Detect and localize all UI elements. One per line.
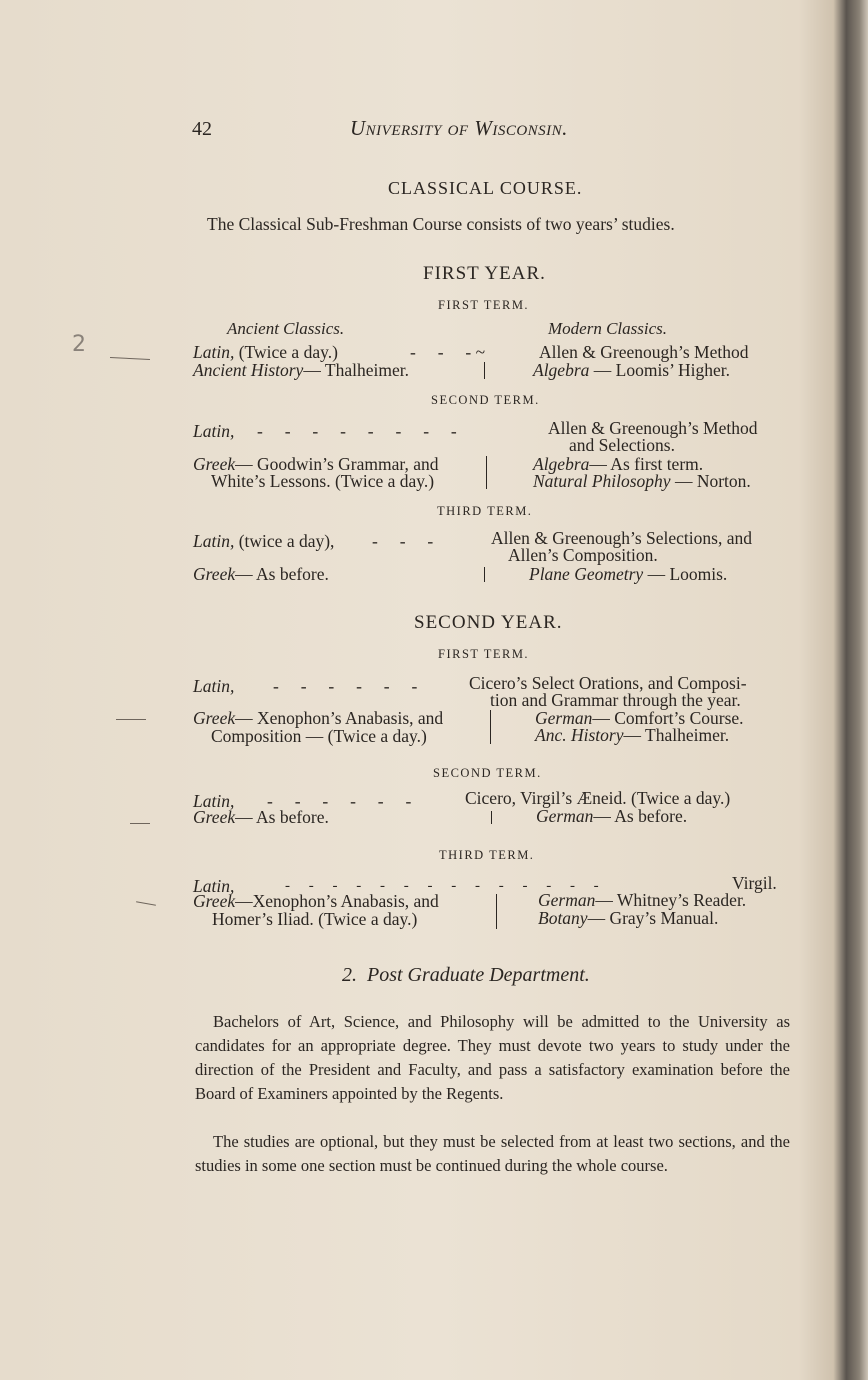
fy-t3-r1-right: Allen & Greenough’s Selections, and: [491, 528, 752, 548]
course-title: CLASSICAL COURSE.: [388, 178, 583, 198]
dashes: - - -: [372, 531, 434, 551]
note: — Loomis’ Higher.: [593, 360, 731, 380]
ancient-classics-heading: Ancient Classics.: [227, 319, 345, 338]
post-graduate-paragraph-1: Bachelors of Art, Science, and Philosophy will be admitted to the University as candidates for an appropriate degree. They must devote two years to study under the direction of the President and Faculty, and pass a satisfactory examination before the Board of Examiners appointed by the Regents.: [195, 1012, 790, 1103]
sy-t3-r2-left: [193, 892, 439, 910]
note: — Whitney’s Reader.: [595, 890, 747, 910]
sy-t1-r1b-right: tion and Grammar through the year.: [490, 690, 741, 710]
sy-t1-r1-right: Cicero’s Select Orations, and Composi-: [469, 673, 747, 693]
sy-t3-r1-left: Latin,: [193, 876, 235, 896]
running-title: University of Wisconsin.: [350, 116, 568, 140]
column-divider: [484, 567, 485, 582]
subject: Greek: [193, 807, 236, 827]
fy-first-term-label: FIRST TERM.: [438, 298, 530, 312]
note: — Thalheimer.: [623, 725, 730, 745]
sy-t3-r1-right: Virgil.: [732, 873, 777, 893]
subject: Ancient History: [193, 360, 304, 380]
note: — Comfort’s Course.: [592, 708, 744, 728]
note: — Xenophon’s Anabasis, and: [235, 708, 444, 728]
subject: Plane Geometry: [529, 564, 644, 584]
subject: Greek: [193, 708, 236, 728]
page-number: 42: [192, 118, 212, 140]
column-divider: [490, 710, 491, 744]
margin-dash-mark: [116, 719, 146, 720]
note: —Xenophon’s Anabasis, and: [235, 891, 439, 911]
note: — Goodwin’s Grammar, and: [235, 454, 439, 474]
column-divider: [486, 456, 487, 489]
post-graduate-heading: 2. Post Graduate Department.: [342, 964, 590, 986]
note: — As before.: [235, 807, 329, 827]
dashes: - - - - - -: [267, 791, 412, 811]
subject: Greek: [193, 564, 236, 584]
subject: German: [538, 890, 596, 910]
fy-t2-r1-left: Latin,: [193, 421, 235, 441]
note: — Thalheimer.: [303, 360, 409, 380]
subject: Latin,: [193, 342, 235, 362]
sy-t2-r1-left: Latin,: [193, 791, 235, 811]
dashes: - - - - - - - -: [257, 421, 457, 441]
subject: Latin,: [193, 531, 235, 551]
fy-t3-r1-left: [193, 532, 334, 550]
note: (Twice a day.): [238, 342, 338, 362]
margin-dash-mark: [110, 357, 150, 360]
fy-second-term-label: SECOND TERM.: [431, 393, 540, 407]
fy-t1-r1-left: [193, 343, 338, 361]
sy-t3-r3-right: [538, 909, 718, 927]
subject: Algebra: [533, 454, 590, 474]
subject: Greek: [193, 454, 236, 474]
note: — As before.: [593, 806, 688, 826]
fy-t2-r3-right: [533, 472, 751, 490]
note: — As first term.: [589, 454, 704, 474]
subject: German: [536, 806, 594, 826]
fy-t2-r1b-right: and Selections.: [569, 435, 675, 455]
dashes: - - - - - - - - - - - - - -: [285, 878, 599, 894]
sy-t3-r2-right: [538, 891, 746, 909]
intro-line: The Classical Sub-Freshman Course consists of two years’ studies.: [207, 214, 675, 234]
note: — As before.: [235, 564, 329, 584]
margin-annotation: 2: [72, 332, 86, 357]
note: — Gray’s Manual.: [587, 908, 719, 928]
column-divider: [496, 894, 497, 929]
margin-dash-mark: [136, 901, 156, 905]
fy-t1-r1-right: Allen & Greenough’s Method: [539, 342, 749, 362]
subject: Anc. History: [535, 725, 624, 745]
fy-t1-r2-right: [533, 361, 730, 379]
second-year-heading: SECOND YEAR.: [414, 612, 563, 633]
sy-t2-r1-right: Cicero, Virgil’s Æneid. (Twice a day.): [465, 788, 731, 808]
modern-classics-heading: Modern Classics.: [548, 319, 667, 338]
sy-third-term-label: THIRD TERM.: [439, 848, 535, 862]
first-year-heading: FIRST YEAR.: [423, 263, 546, 284]
sy-t3-r3-left: Homer’s Iliad. (Twice a day.): [212, 909, 418, 929]
subject: Natural Philosophy: [533, 471, 671, 491]
post-graduate-paragraph-2: The studies are optional, but they must be selected from at least two sections, and the studies in some one section must be continued during the whole course.: [195, 1132, 790, 1175]
dashes: - - - - - -: [273, 676, 418, 696]
fy-t2-r1-right: Allen & Greenough’s Method: [548, 418, 758, 438]
sy-t2-r2-left: [193, 808, 329, 826]
subject: Algebra: [533, 360, 590, 380]
fy-t3-r2-left: [193, 565, 329, 583]
sy-first-term-label: FIRST TERM.: [438, 647, 530, 661]
note: — Norton.: [674, 471, 751, 491]
column-divider: [484, 362, 485, 379]
margin-dash-mark: [130, 823, 150, 824]
note: (twice a day),: [238, 531, 335, 551]
fy-t2-r3-left: White’s Lessons. (Twice a day.): [211, 471, 435, 491]
sy-t1-r3-left: Composition — (Twice a day.): [211, 726, 427, 746]
sy-t1-r1-left: Latin,: [193, 676, 235, 696]
column-divider: [491, 811, 492, 824]
subject: Greek: [193, 891, 236, 911]
dashes: - - - ~: [410, 342, 486, 362]
fy-t3-r1b-right: Allen’s Composition.: [508, 545, 658, 565]
sy-t1-r3-right: [535, 726, 729, 744]
note: — Loomis.: [647, 564, 728, 584]
fy-third-term-label: THIRD TERM.: [437, 504, 533, 518]
sy-t1-r2-left: [193, 709, 443, 727]
subject: German: [535, 708, 593, 728]
fy-t1-r2-left: [193, 361, 409, 379]
subject: Botany: [538, 908, 588, 928]
fy-t3-r2-right: [529, 565, 727, 583]
sy-second-term-label: SECOND TERM.: [433, 766, 542, 780]
sy-t2-r2-right: [536, 807, 687, 825]
